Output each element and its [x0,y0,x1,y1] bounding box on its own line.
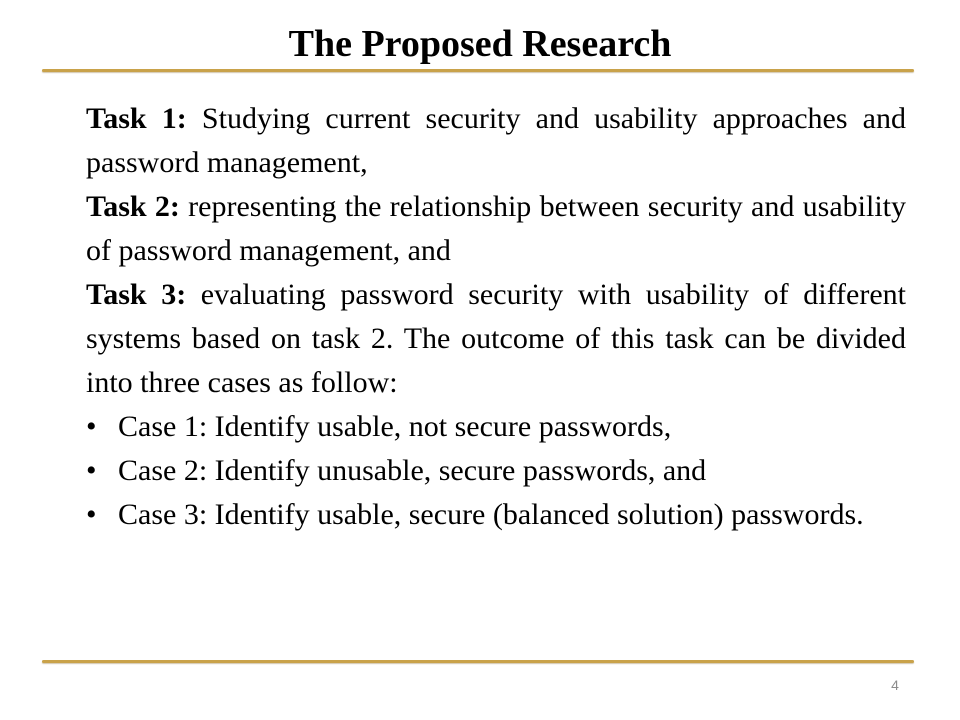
top-divider [42,69,914,72]
task-2-text: representing the relationship between security and usability of password management, and [86,190,906,267]
page-number: 4 [891,677,899,693]
task-1-label: Task 1: [86,102,187,135]
slide-body [86,97,906,537]
bullet-icon: • [86,498,97,531]
task-3-label: Task 3: [86,278,187,311]
task-3-text: evaluating password security with usability of different systems based on task 2. The outcome of this task can be divided into three cases as follow: [86,278,906,399]
task-2 [86,185,906,273]
case-3-item [86,493,906,537]
slide-title: The Proposed Research [288,23,672,65]
case-list [86,405,906,537]
case-2-text: Case 2: Identify unusable, secure passwords, and [118,454,707,487]
task-2-label: Task 2: [86,190,180,223]
bullet-icon: • [86,454,97,487]
case-1-text: Case 1: Identify usable, not secure passwords, [118,410,672,443]
task-1-text: Studying current security and usability approaches and password management, [86,102,906,179]
case-1-item [86,405,906,449]
bullet-icon: • [86,410,97,443]
task-3 [86,273,906,405]
case-2-item [86,449,906,493]
case-3-text: Case 3: Identify usable, secure (balanced solution) passwords. [118,498,864,531]
bottom-divider [42,660,914,663]
task-1 [86,97,906,185]
